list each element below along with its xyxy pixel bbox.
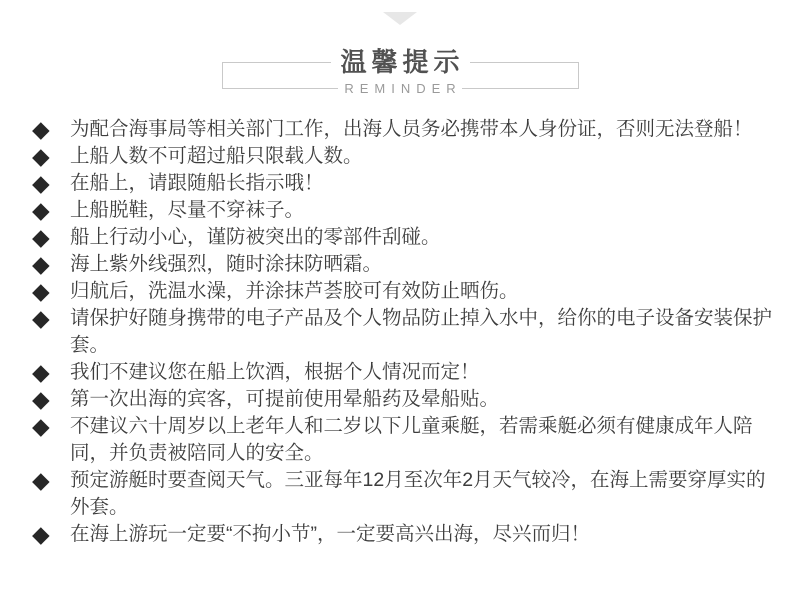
list-item <box>32 413 780 467</box>
tip-text: 不建议六十周岁以上老年人和二岁以下儿童乘艇，若需乘艇必须有健康成年人陪同，并负责被陪同人的安全。 <box>70 415 753 464</box>
list-item <box>32 305 780 359</box>
list-item <box>32 197 780 224</box>
list-item <box>32 116 780 143</box>
tip-text: 上船人数不可超过船只限载人数。 <box>70 145 363 167</box>
diamond-bullet-icon: ◆ <box>32 278 50 304</box>
tip-text: 在船上，请跟随船长指示哦！ <box>70 172 324 194</box>
page-title: 温馨提示 <box>340 46 465 77</box>
tip-text: 上船脱鞋，尽量不穿袜子。 <box>70 199 305 221</box>
diamond-bullet-icon: ◆ <box>32 413 50 439</box>
tip-text: 我们不建议您在船上饮酒，根据个人情况而定！ <box>70 361 480 383</box>
page-subtitle: REMINDER <box>344 80 462 96</box>
tip-text: 在海上游玩一定要“不拘小节”，一定要高兴出海，尽兴而归！ <box>70 523 590 545</box>
list-item <box>32 521 780 548</box>
title-row <box>222 45 579 79</box>
diamond-bullet-icon: ◆ <box>32 305 50 331</box>
tips-list <box>0 116 800 548</box>
list-item <box>32 467 780 521</box>
tip-text: 船上行动小心，谨防被突出的零部件刮碰。 <box>70 226 441 248</box>
title-left-line <box>222 62 331 63</box>
diamond-bullet-icon: ◆ <box>32 386 50 412</box>
list-item <box>32 170 780 197</box>
list-item <box>32 251 780 278</box>
diamond-bullet-icon: ◆ <box>32 521 50 547</box>
subtitle-right-line <box>462 88 579 89</box>
down-triangle-icon <box>383 12 417 25</box>
tip-text: 为配合海事局等相关部门工作，出海人员务必携带本人身份证，否则无法登船！ <box>70 118 753 140</box>
list-item <box>32 224 780 251</box>
tip-text: 归航后，洗温水澡，并涂抹芦荟胶可有效防止晒伤。 <box>70 280 519 302</box>
diamond-bullet-icon: ◆ <box>32 251 50 277</box>
subtitle-left-line <box>222 88 339 89</box>
tip-text: 第一次出海的宾客，可提前使用晕船药及晕船贴。 <box>70 388 500 410</box>
list-item <box>32 386 780 413</box>
diamond-bullet-icon: ◆ <box>32 197 50 223</box>
diamond-bullet-icon: ◆ <box>32 143 50 169</box>
list-item <box>32 359 780 386</box>
tip-text: 海上紫外线强烈，随时涂抹防晒霜。 <box>70 253 383 275</box>
diamond-bullet-icon: ◆ <box>32 224 50 250</box>
diamond-bullet-icon: ◆ <box>32 170 50 196</box>
diamond-bullet-icon: ◆ <box>32 359 50 385</box>
diamond-bullet-icon: ◆ <box>32 116 50 142</box>
subtitle-row <box>222 79 579 97</box>
bracket-right-line <box>578 62 579 89</box>
list-item <box>32 143 780 170</box>
title-block <box>222 45 579 97</box>
diamond-bullet-icon: ◆ <box>32 467 50 493</box>
title-right-line <box>470 62 579 63</box>
reminder-notice <box>0 12 800 548</box>
bracket-left-line <box>222 62 223 89</box>
tip-text: 请保护好随身携带的电子产品及个人物品防止掉入水中，给你的电子设备安装保护套。 <box>70 307 773 356</box>
tip-text: 预定游艇时要查阅天气。三亚每年12月至次年2月天气较冷，在海上需要穿厚实的外套。 <box>70 469 766 518</box>
list-item <box>32 278 780 305</box>
